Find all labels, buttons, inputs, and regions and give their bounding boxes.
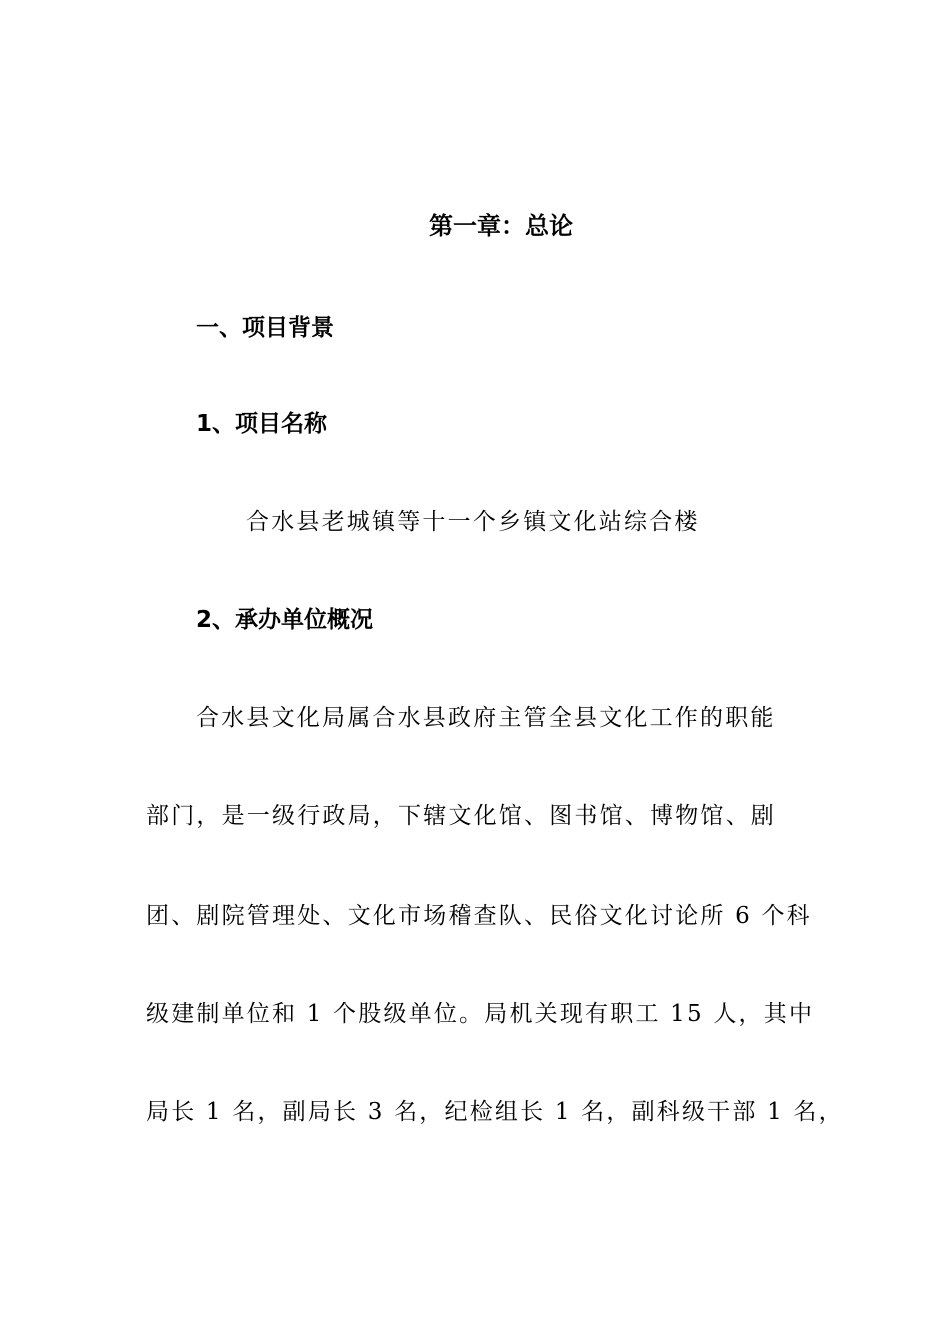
- chapter-title: 第一章：总论: [429, 212, 573, 240]
- paragraph-line: 局长 1 名，副局长 3 名，纪检组长 1 名，副科级干部 1 名，: [146, 1099, 844, 1125]
- paragraph-line: 团、剧院管理处、文化市场稽查队、民俗文化讨论所 6 个科: [146, 903, 812, 929]
- item-heading-organizer-overview: 2、承办单位概况: [196, 607, 374, 633]
- paragraph-line: 部门，是一级行政局，下辖文化馆、图书馆、博物馆、剧: [146, 803, 776, 829]
- item-heading-project-name: 1、项目名称: [196, 411, 328, 437]
- project-name-text: 合水县老城镇等十一个乡镇文化站综合楼: [246, 509, 700, 535]
- section-heading: 一、项目背景: [196, 315, 334, 341]
- paragraph-line: 合水县文化局属合水县政府主管全县文化工作的职能: [196, 705, 776, 731]
- paragraph-line: 级建制单位和 1 个股级单位。局机关现有职工 15 人，其中: [146, 1001, 815, 1027]
